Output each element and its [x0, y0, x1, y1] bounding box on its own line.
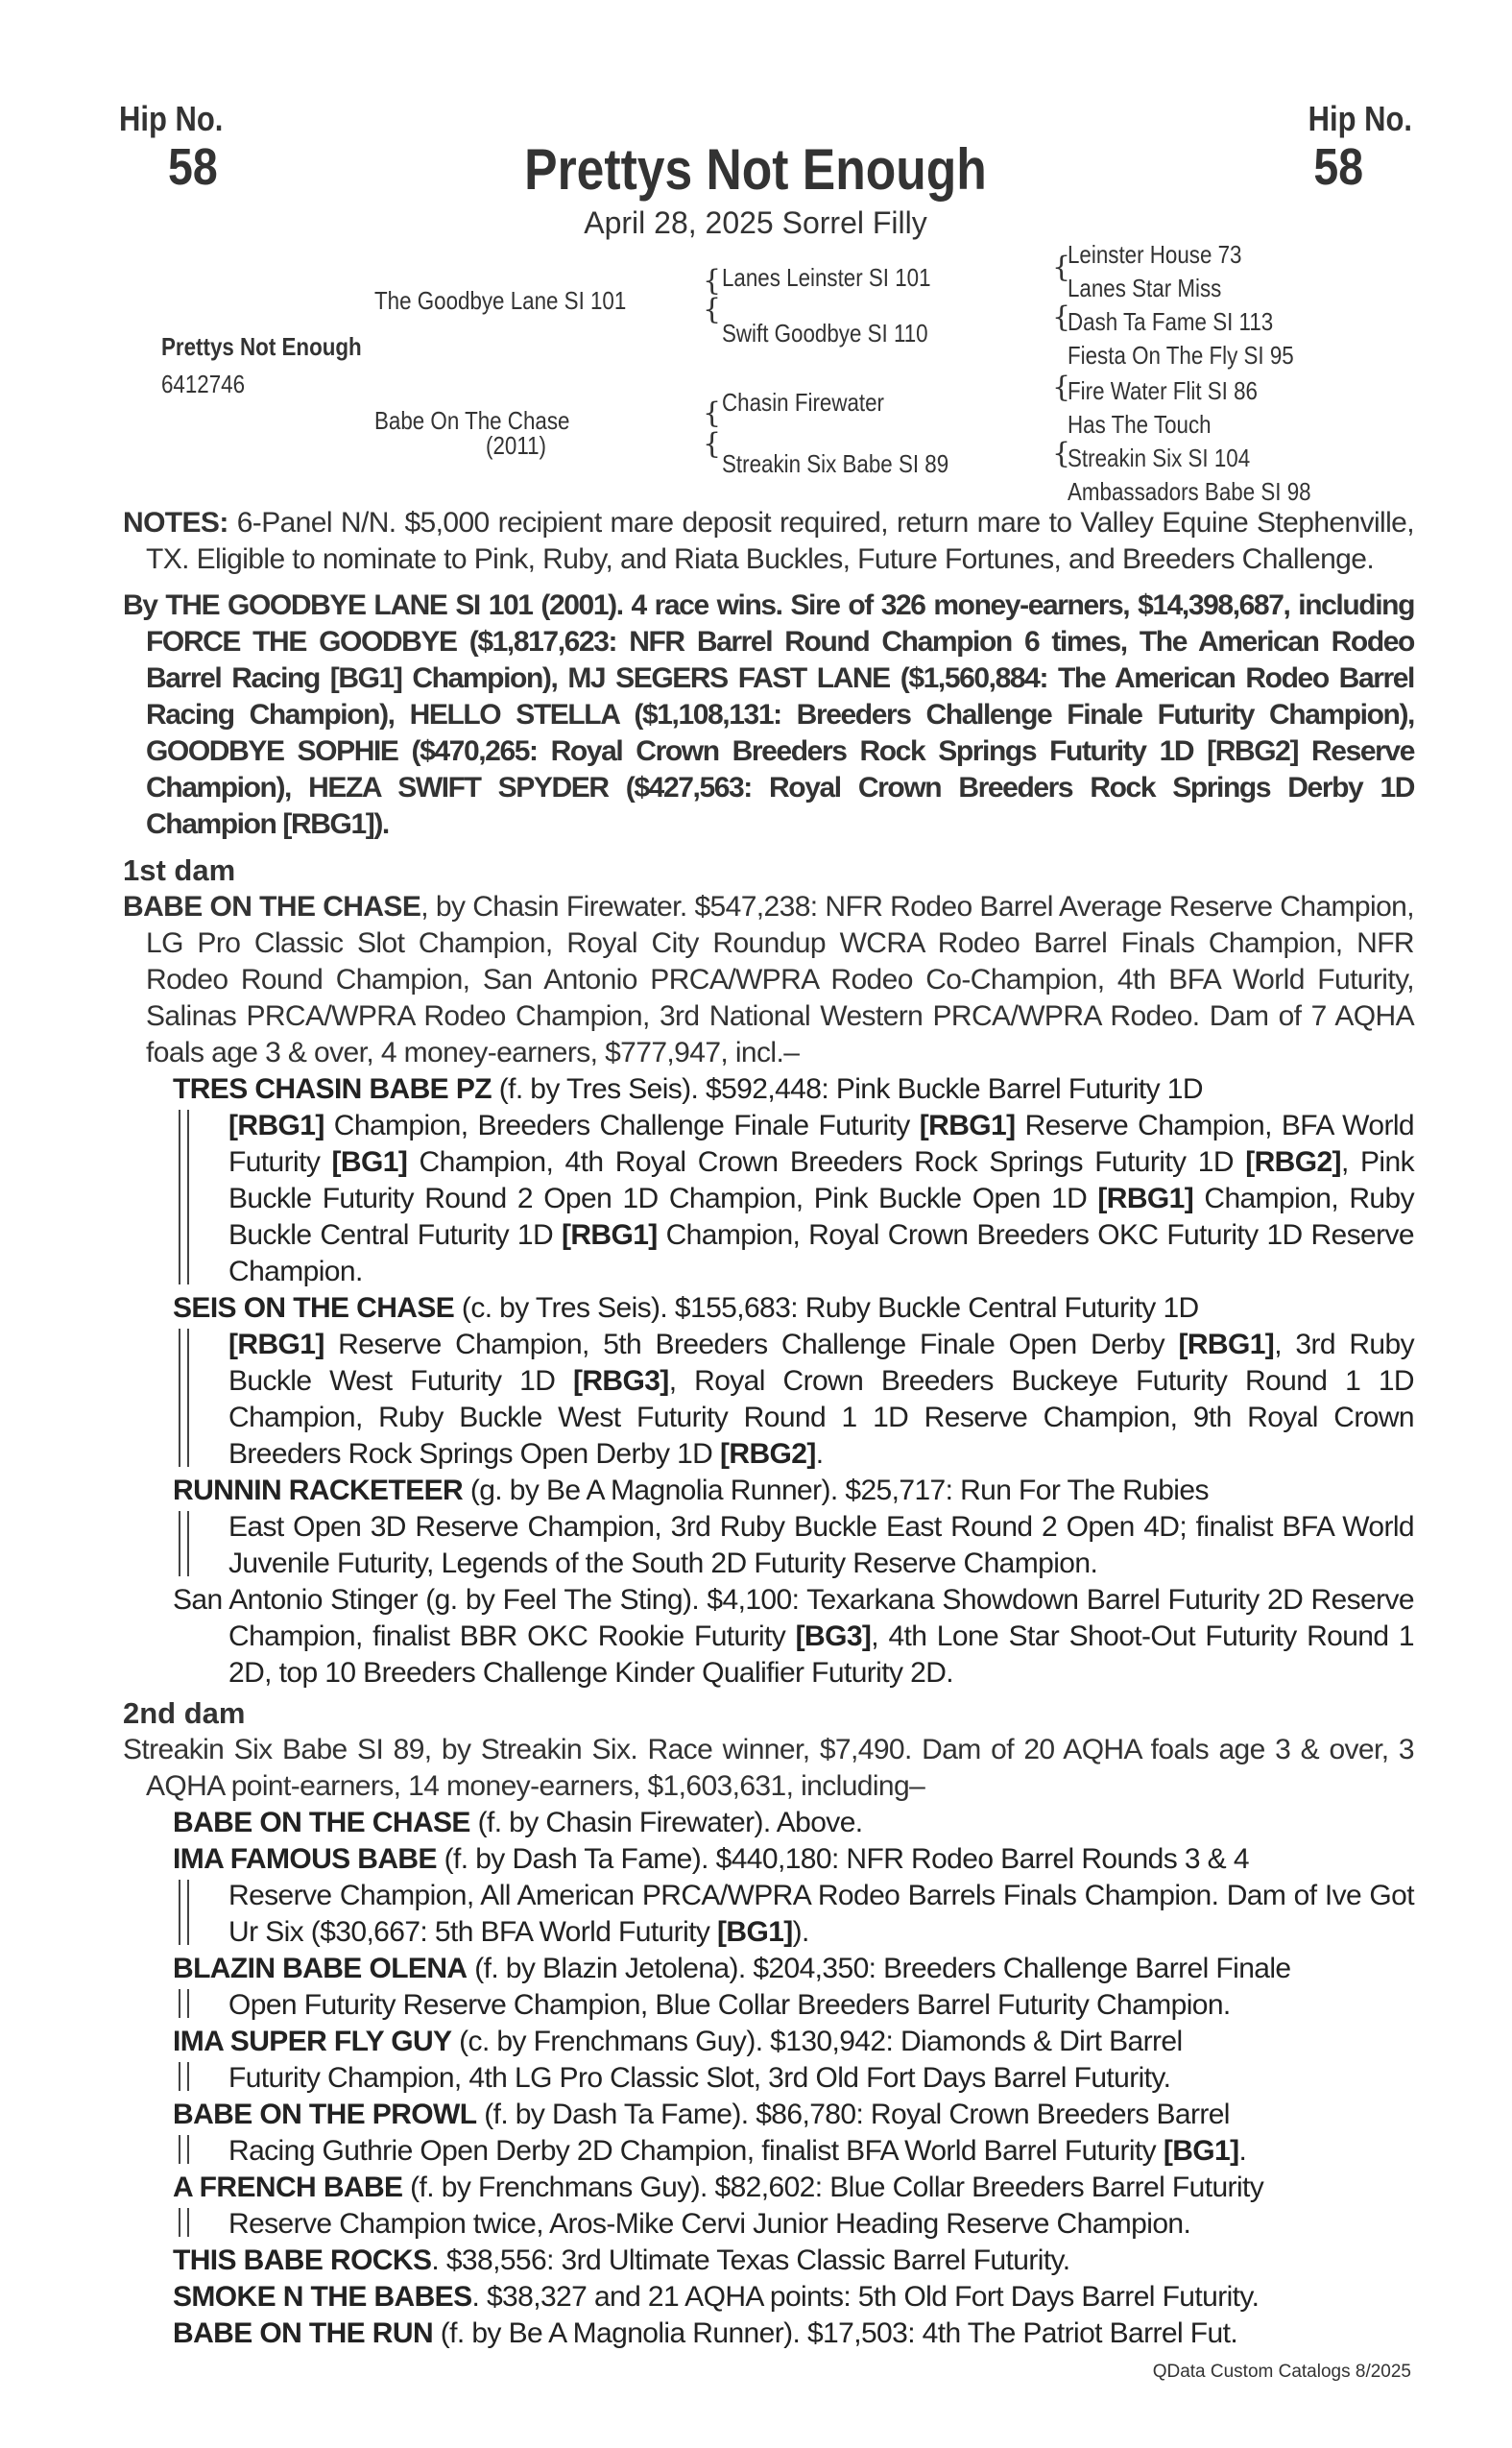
produce-entry	[173, 2170, 1414, 2243]
produce-continued-text: [RBG1] Champion, Breeders Challenge Finale Futurity [RBG1] Reserve Champion, BFA World Futurity [BG1] Champion, 4th Royal Crown Breeders Rock Springs Futurity 1D [RBG2], Pink Buckle Futurity Round 2 Open 1D Champion, Pink Buckle Open 1D [RBG1] Champion, Ruby Buckle Central Futurity 1D [RBG1] Champion, Royal Crown Breeders OKC Futurity 1D Reserve Champion.	[228, 1110, 1415, 1287]
hip-label-right: Hip No.	[1308, 99, 1412, 138]
double-bar-marker	[179, 2062, 189, 2091]
produce-text: . $38,327 and 21 AQHA points: 5th Old Fort Days Barrel Futurity.	[471, 2281, 1260, 2313]
pedigree-gen3-8: Ambassadors Babe SI 98	[1068, 477, 1311, 506]
produce-text: . $38,556: 3rd Ultimate Texas Classic Barrel Futurity.	[431, 2244, 1070, 2276]
pedigree-dam-year: (2011)	[486, 431, 546, 460]
produce-continued-text: East Open 3D Reserve Champion, 3rd Ruby Buckle East Round 2 Open 4D; finalist BFA World Juvenile Futurity, Legends of the South 2D Futurity Reserve Champion.	[228, 1511, 1414, 1579]
pedigree-sire: The Goodbye Lane SI 101	[374, 286, 627, 315]
produce-first-text: (f. by Dash Ta Fame). $440,180: NFR Rodeo Barrel Rounds 3 & 4	[436, 1843, 1249, 1875]
hip-number-left: 58	[168, 138, 218, 196]
grade-tag: [RBG2]	[719, 1438, 816, 1470]
produce-name: SEIS ON THE CHASE	[173, 1292, 455, 1324]
notes-paragraph	[123, 505, 1414, 578]
produce-entry	[173, 1071, 1414, 1290]
grade-tag: [RBG1]	[228, 1110, 324, 1141]
produce-first-text: (c. by Tres Seis). $155,683: Ruby Buckle Central Futurity 1D	[454, 1292, 1199, 1324]
produce-entry-first-line	[173, 1071, 1414, 1108]
produce-continued-text: Reserve Champion, All American PRCA/WPRA Rodeo Barrels Finals Champion. Dam of Ive Got Ur Six ($30,667: 5th BFA World Futurity [BG1]).	[228, 1880, 1414, 1948]
pedigree-dam-sire: Chasin Firewater	[722, 388, 885, 417]
produce-name: BABE ON THE CHASE	[173, 1807, 470, 1838]
produce-entry-continued	[173, 2133, 1414, 2170]
produce-name: IMA SUPER FLY GUY	[173, 2026, 452, 2057]
produce-name: THIS BABE ROCKS	[173, 2244, 432, 2276]
pedigree-gen3-4: Fiesta On The Fly SI 95	[1068, 341, 1294, 370]
pedigree-reg-number: 6412746	[161, 370, 246, 398]
grade-tag: [BG1]	[717, 1916, 793, 1948]
produce-entry-continued	[173, 1509, 1414, 1582]
double-bar-marker	[179, 1880, 189, 1945]
double-bar-marker	[179, 2208, 189, 2237]
produce-continued-text: Racing Guthrie Open Derby 2D Champion, finalist BFA World Barrel Futurity [BG1].	[228, 2135, 1247, 2167]
grade-tag: [RBG1]	[228, 1329, 324, 1360]
produce-continued-text: Futurity Champion, 4th LG Pro Classic Slot, 3rd Old Fort Days Barrel Futurity.	[228, 2062, 1171, 2094]
brace-g1: {	[1052, 251, 1071, 284]
produce-entry-continued	[173, 1108, 1414, 1290]
hip-number-right: 58	[1313, 138, 1363, 196]
grade-tag: [BG3]	[795, 1620, 872, 1652]
produce-text: (f. by Be A Magnolia Runner). $17,503: 4th The Patriot Barrel Fut.	[433, 2317, 1238, 2349]
double-bar-marker	[179, 2135, 189, 2164]
grade-tag: [BG1]	[331, 1146, 408, 1178]
second-dam-paragraph: Streakin Six Babe SI 89, by Streakin Six. Race winner, $7,490. Dam of 20 AQHA foals age 3 & over, 3 AQHA point-earners, 14 money-earners, $1,603,631, including–	[123, 1734, 1414, 1802]
produce-name: BABE ON THE PROWL	[173, 2099, 477, 2130]
produce-entry-continued	[173, 1878, 1414, 1951]
produce-name: IMA FAMOUS BABE	[173, 1843, 437, 1875]
produce-first-text: (f. by Tres Seis). $592,448: Pink Buckle Barrel Futurity 1D	[491, 1073, 1203, 1105]
produce-entry-plain: San Antonio Stinger (g. by Feel The Sting). $4,100: Texarkana Showdown Barrel Futurity 2D Reserve Champion, finalist BBR OKC Rookie Futurity [BG3], 4th Lone Star Shoot-Out Futurity Round 1 2D, top 10 Breeders Challenge Kinder Qualifier Futurity 2D.	[173, 1584, 1414, 1689]
produce-entry-simple	[173, 2243, 1414, 2279]
produce-entry	[173, 1290, 1414, 1473]
produce-entry	[173, 2024, 1414, 2097]
grade-tag: [RBG1]	[1097, 1183, 1194, 1214]
produce-name: SMOKE N THE BABES	[173, 2281, 472, 2313]
sire-paragraph: By THE GOODBYE LANE SI 101 (2001). 4 race wins. Sire of 326 money-earners, $14,398,687, including FORCE THE GOODBYE ($1,817,623: NFR Barrel Round Champion 6 times, The American Rodeo Barrel Racing [BG1] Champion), MJ SEGERS FAST LANE ($1,560,884: The American Rodeo Barrel Racing Champion), HELLO STELLA ($1,108,131: Breeders Challenge Finale Futurity Champion), GOODBYE SOPHIE ($470,265: Royal Crown Breeders Rock Springs Futurity 1D [RBG2] Reserve Champion), HEZA SWIFT SPYDER ($427,563: Royal Crown Breeders Rock Springs Derby 1D Champion [RBG1]).	[123, 589, 1414, 840]
grade-tag: [RBG1]	[561, 1219, 658, 1251]
produce-entry	[173, 1473, 1414, 1582]
first-dam-heading: 1st dam	[123, 853, 236, 887]
first-dam-paragraph	[123, 889, 1414, 1071]
pedigree-horse-name: Prettys Not Enough	[161, 332, 362, 361]
grade-tag: [RBG1]	[919, 1110, 1016, 1141]
hip-label-left: Hip No.	[119, 99, 224, 138]
second-dam-heading: 2nd dam	[123, 1696, 246, 1730]
produce-entry-first-line	[173, 1841, 1414, 1878]
produce-continued-text: Open Futurity Reserve Champion, Blue Collar Breeders Barrel Futurity Champion.	[228, 1989, 1231, 2021]
produce-name: RUNNIN RACKETEER	[173, 1475, 464, 1506]
produce-entry-first-line	[173, 2097, 1414, 2133]
pedigree-gen3-1: Leinster House 73	[1068, 240, 1242, 269]
double-bar-marker	[179, 1511, 189, 1576]
catalog-body	[123, 505, 1414, 2352]
produce-first-text: (f. by Frenchmans Guy). $82,602: Blue Collar Breeders Barrel Futurity	[402, 2172, 1264, 2203]
produce-entry-simple	[173, 2316, 1414, 2352]
first-dam-text: , by Chasin Firewater. $547,238: NFR Rodeo Barrel Average Reserve Champion, LG Pro Classic Slot Champion, Royal City Roundup WCRA Rodeo Barrel Finals Champion, NFR Rodeo Round Champion, San Antonio PRCA/WPRA Rodeo Co-Champion, 4th BFA World Futurity, Salinas PRCA/WPRA Rodeo Champion, 3rd National Western PRCA/WPRA Rodeo. Dam of 7 AQHA foals age 3 & over, 4 money-earners, $777,947, incl.–	[146, 891, 1414, 1068]
double-bar-marker	[179, 1110, 189, 1284]
notes-label: NOTES:	[123, 507, 228, 539]
produce-first-text: (c. by Frenchmans Guy). $130,942: Diamonds & Dirt Barrel	[451, 2026, 1183, 2057]
produce-continued-text: [RBG1] Reserve Champion, 5th Breeders Challenge Finale Open Derby [RBG1], 3rd Ruby Buckle West Futurity 1D [RBG3], Royal Crown Breeders Buckeye Futurity Round 1 1D Champion, Ruby Buckle West Futurity Round 1 1D Reserve Champion, 9th Royal Crown Breeders Rock Springs Open Derby 1D [RBG2].	[228, 1329, 1414, 1470]
brace-dam: {	[703, 396, 722, 430]
brace-dam-lower: {	[703, 427, 722, 461]
produce-entry	[173, 1951, 1414, 2024]
pedigree-gen3-7: Streakin Six SI 104	[1068, 444, 1251, 472]
notes-text: 6-Panel N/N. $5,000 recipient mare deposit required, return mare to Valley Equine Stephenville, TX. Eligible to nominate to Pink, Ruby, and Riata Buckles, Future Fortunes, and Breeders Challenge.	[146, 507, 1414, 575]
grade-tag: [BG1]	[1163, 2135, 1239, 2167]
produce-name: A FRENCH BABE	[173, 2172, 403, 2203]
produce-entry-simple	[173, 2279, 1414, 2316]
produce-name: BABE ON THE RUN	[173, 2317, 434, 2349]
brace-sire: {	[703, 264, 722, 298]
pedigree-gen3-5: Fire Water Flit SI 86	[1068, 376, 1258, 405]
double-bar-marker	[179, 1989, 189, 2018]
produce-entry-first-line	[173, 1951, 1414, 1987]
produce-entry-continued	[173, 2206, 1414, 2243]
pedigree-gen3-6: Has The Touch	[1068, 410, 1212, 439]
footer-credit: QData Custom Catalogs 8/2025	[1152, 2362, 1411, 2382]
first-dam-name: BABE ON THE CHASE	[123, 891, 421, 923]
produce-entry-first-line	[173, 2024, 1414, 2060]
brace-g3: {	[1052, 371, 1071, 404]
produce-entry-continued	[173, 1987, 1414, 2024]
brace-g2: {	[1052, 300, 1071, 334]
pedigree-sire-dam: Swift Goodbye SI 110	[722, 319, 928, 348]
produce-first-text: (g. by Be A Magnolia Runner). $25,717: Run For The Rubies	[463, 1475, 1209, 1506]
produce-entry-simple	[173, 1805, 1414, 1841]
produce-first-text: (f. by Blazin Jetolena). $204,350: Breeders Challenge Barrel Finale	[467, 1953, 1291, 1984]
produce-continued-text: Reserve Champion twice, Aros-Mike Cervi Junior Heading Reserve Champion.	[228, 2208, 1191, 2240]
brace-sire-lower: {	[703, 293, 722, 326]
grade-tag: [RBG2]	[1245, 1146, 1341, 1178]
produce-entry-first-line	[173, 1290, 1414, 1327]
page-subtitle: April 28, 2025 Sorrel Filly	[584, 205, 927, 240]
pedigree-gen3-3: Dash Ta Fame SI 113	[1068, 307, 1274, 336]
pedigree-dam: Babe On The Chase	[374, 406, 570, 435]
produce-entry-continued	[173, 1327, 1414, 1473]
produce-text: (f. by Chasin Firewater). Above.	[469, 1807, 863, 1838]
produce-name: TRES CHASIN BABE PZ	[173, 1073, 492, 1105]
grade-tag: [RBG1]	[1178, 1329, 1275, 1360]
brace-g4: {	[1052, 437, 1071, 470]
pedigree-gen3-2: Lanes Star Miss	[1068, 274, 1222, 302]
pedigree-dam-dam: Streakin Six Babe SI 89	[722, 449, 949, 478]
produce-entry	[173, 1841, 1414, 1951]
produce-entry-first-line	[173, 1473, 1414, 1509]
pedigree-sire-sire: Lanes Leinster SI 101	[722, 263, 931, 292]
produce-name: BLAZIN BABE OLENA	[173, 1953, 468, 1984]
page-title: Prettys Not Enough	[524, 137, 987, 202]
grade-tag: [RBG3]	[572, 1365, 669, 1397]
produce-entry-first-line	[173, 2170, 1414, 2206]
double-bar-marker	[179, 1329, 189, 1467]
produce-entry-continued	[173, 2060, 1414, 2097]
produce-entry	[173, 2097, 1414, 2170]
produce-first-text: (f. by Dash Ta Fame). $86,780: Royal Crown Breeders Barrel	[476, 2099, 1230, 2130]
